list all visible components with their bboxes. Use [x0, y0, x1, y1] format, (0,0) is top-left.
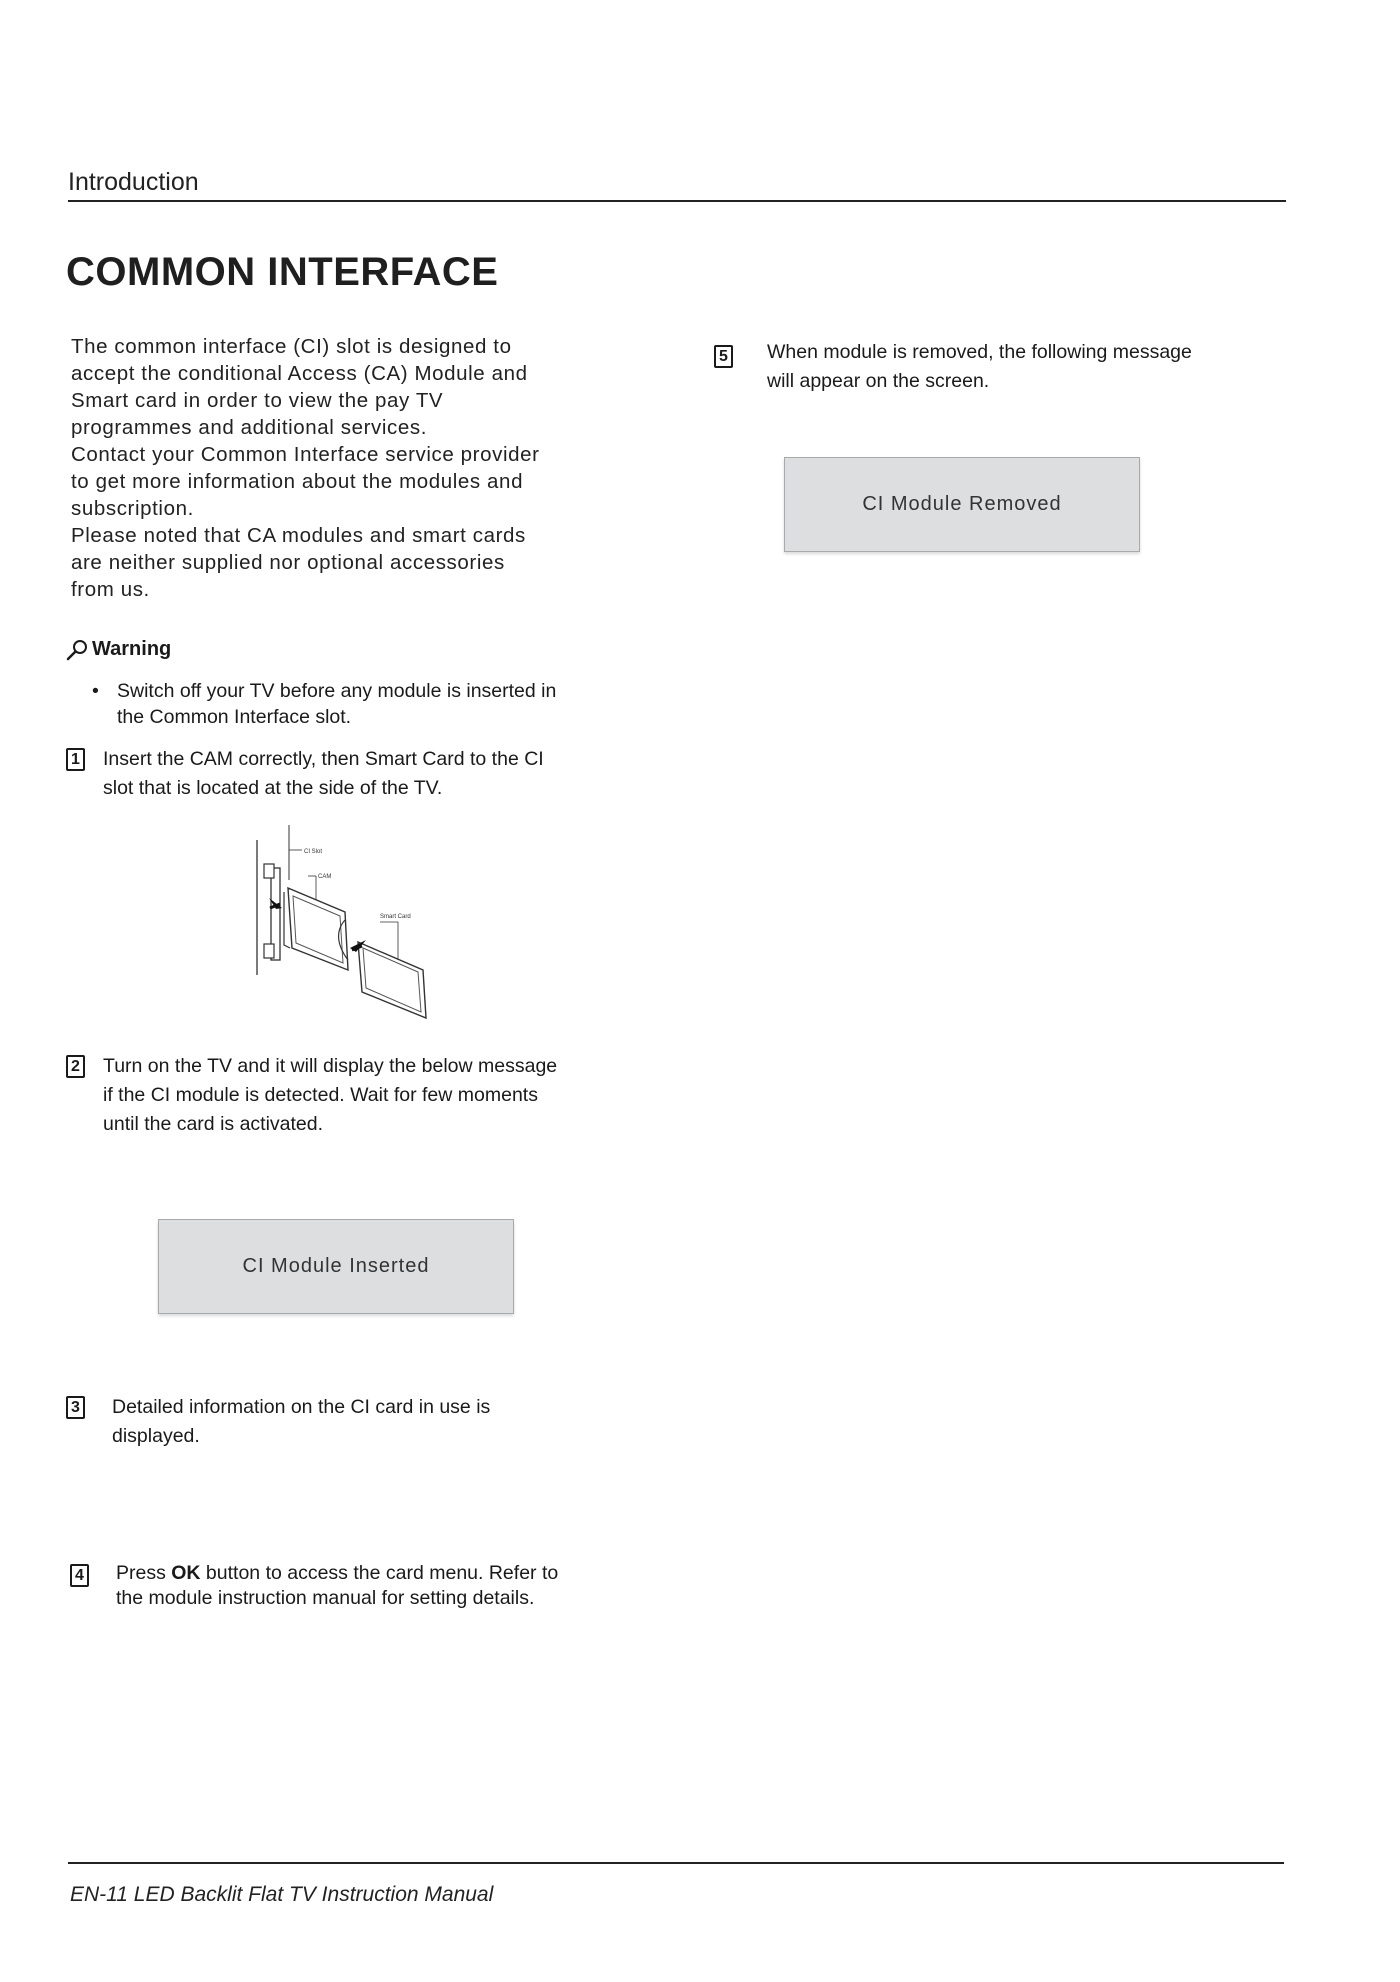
cam-label: CAM	[318, 874, 332, 880]
step-4-pre: Press	[116, 1562, 172, 1584]
intro-line: Contact your Common Interface service provider	[71, 443, 540, 466]
footer-divider	[68, 1862, 1284, 1864]
section-title: Introduction	[68, 168, 199, 196]
bullet-line: the Common Interface slot.	[117, 706, 352, 728]
intro-line: programmes and additional services.	[71, 416, 427, 439]
step-4-text	[116, 1561, 636, 1611]
step-4-post: button to access the card menu. Refer to	[200, 1562, 559, 1584]
step-line: the module instruction manual for setting details.	[116, 1587, 535, 1609]
ci-removed-message-box	[784, 457, 1140, 552]
cam-insertion-diagram	[240, 820, 440, 1020]
step-2-text	[103, 1052, 643, 1139]
footer-text: EN-11 LED Backlit Flat TV Instruction Manual	[70, 1883, 494, 1906]
step-line: Turn on the TV and it will display the below message	[103, 1055, 558, 1077]
step-number-badge: 4	[70, 1564, 89, 1587]
ci-slot-label: CI Slot	[304, 849, 323, 855]
page-title: COMMON INTERFACE	[66, 250, 499, 294]
step-line: Detailed information on the CI card in use is	[112, 1396, 491, 1418]
intro-line: The common interface (CI) slot is designed to	[71, 335, 512, 358]
step-number-badge: 1	[66, 748, 85, 771]
intro-line: are neither supplied nor optional accessories	[71, 551, 505, 574]
intro-line: accept the conditional Access (CA) Module and	[71, 362, 528, 385]
step-line: slot that is located at the side of the TV.	[103, 777, 443, 799]
ci-removed-message: CI Module Removed	[862, 493, 1062, 515]
step-line: until the card is activated.	[103, 1113, 324, 1135]
ci-inserted-message-box	[158, 1219, 514, 1314]
step-line: Insert the CAM correctly, then Smart Card to the CI	[103, 748, 544, 770]
step-1-text	[103, 745, 623, 803]
bullet-dot: •	[92, 680, 99, 702]
step-line	[116, 1561, 636, 1586]
step-5-text	[767, 338, 1287, 396]
step-line: displayed.	[112, 1425, 200, 1447]
warning-heading	[66, 638, 171, 661]
step-line: will appear on the screen.	[767, 370, 990, 392]
magnifier-icon	[66, 639, 88, 661]
intro-line: Smart card in order to view the pay TV	[71, 389, 444, 412]
step-line: if the CI module is detected. Wait for few moments	[103, 1084, 538, 1106]
step-line: When module is removed, the following message	[767, 341, 1192, 363]
intro-line: from us.	[71, 578, 150, 601]
intro-line: Please noted that CA modules and smart cards	[71, 524, 526, 547]
smart-card-label: Smart Card	[380, 914, 411, 920]
bullet-line: Switch off your TV before any module is inserted in	[117, 680, 557, 702]
warning-label: Warning	[92, 638, 172, 660]
intro-line: subscription.	[71, 497, 194, 520]
step-number-badge: 5	[714, 345, 733, 368]
intro-line: to get more information about the modules and	[71, 470, 524, 493]
ok-button-label: OK	[171, 1562, 201, 1584]
warning-bullet	[92, 678, 612, 730]
header-divider	[68, 200, 1286, 202]
intro-paragraph	[71, 333, 591, 603]
step-3-text	[112, 1393, 632, 1451]
step-number-badge: 3	[66, 1396, 85, 1419]
ci-inserted-message: CI Module Inserted	[242, 1255, 430, 1277]
step-number-badge: 2	[66, 1055, 85, 1078]
